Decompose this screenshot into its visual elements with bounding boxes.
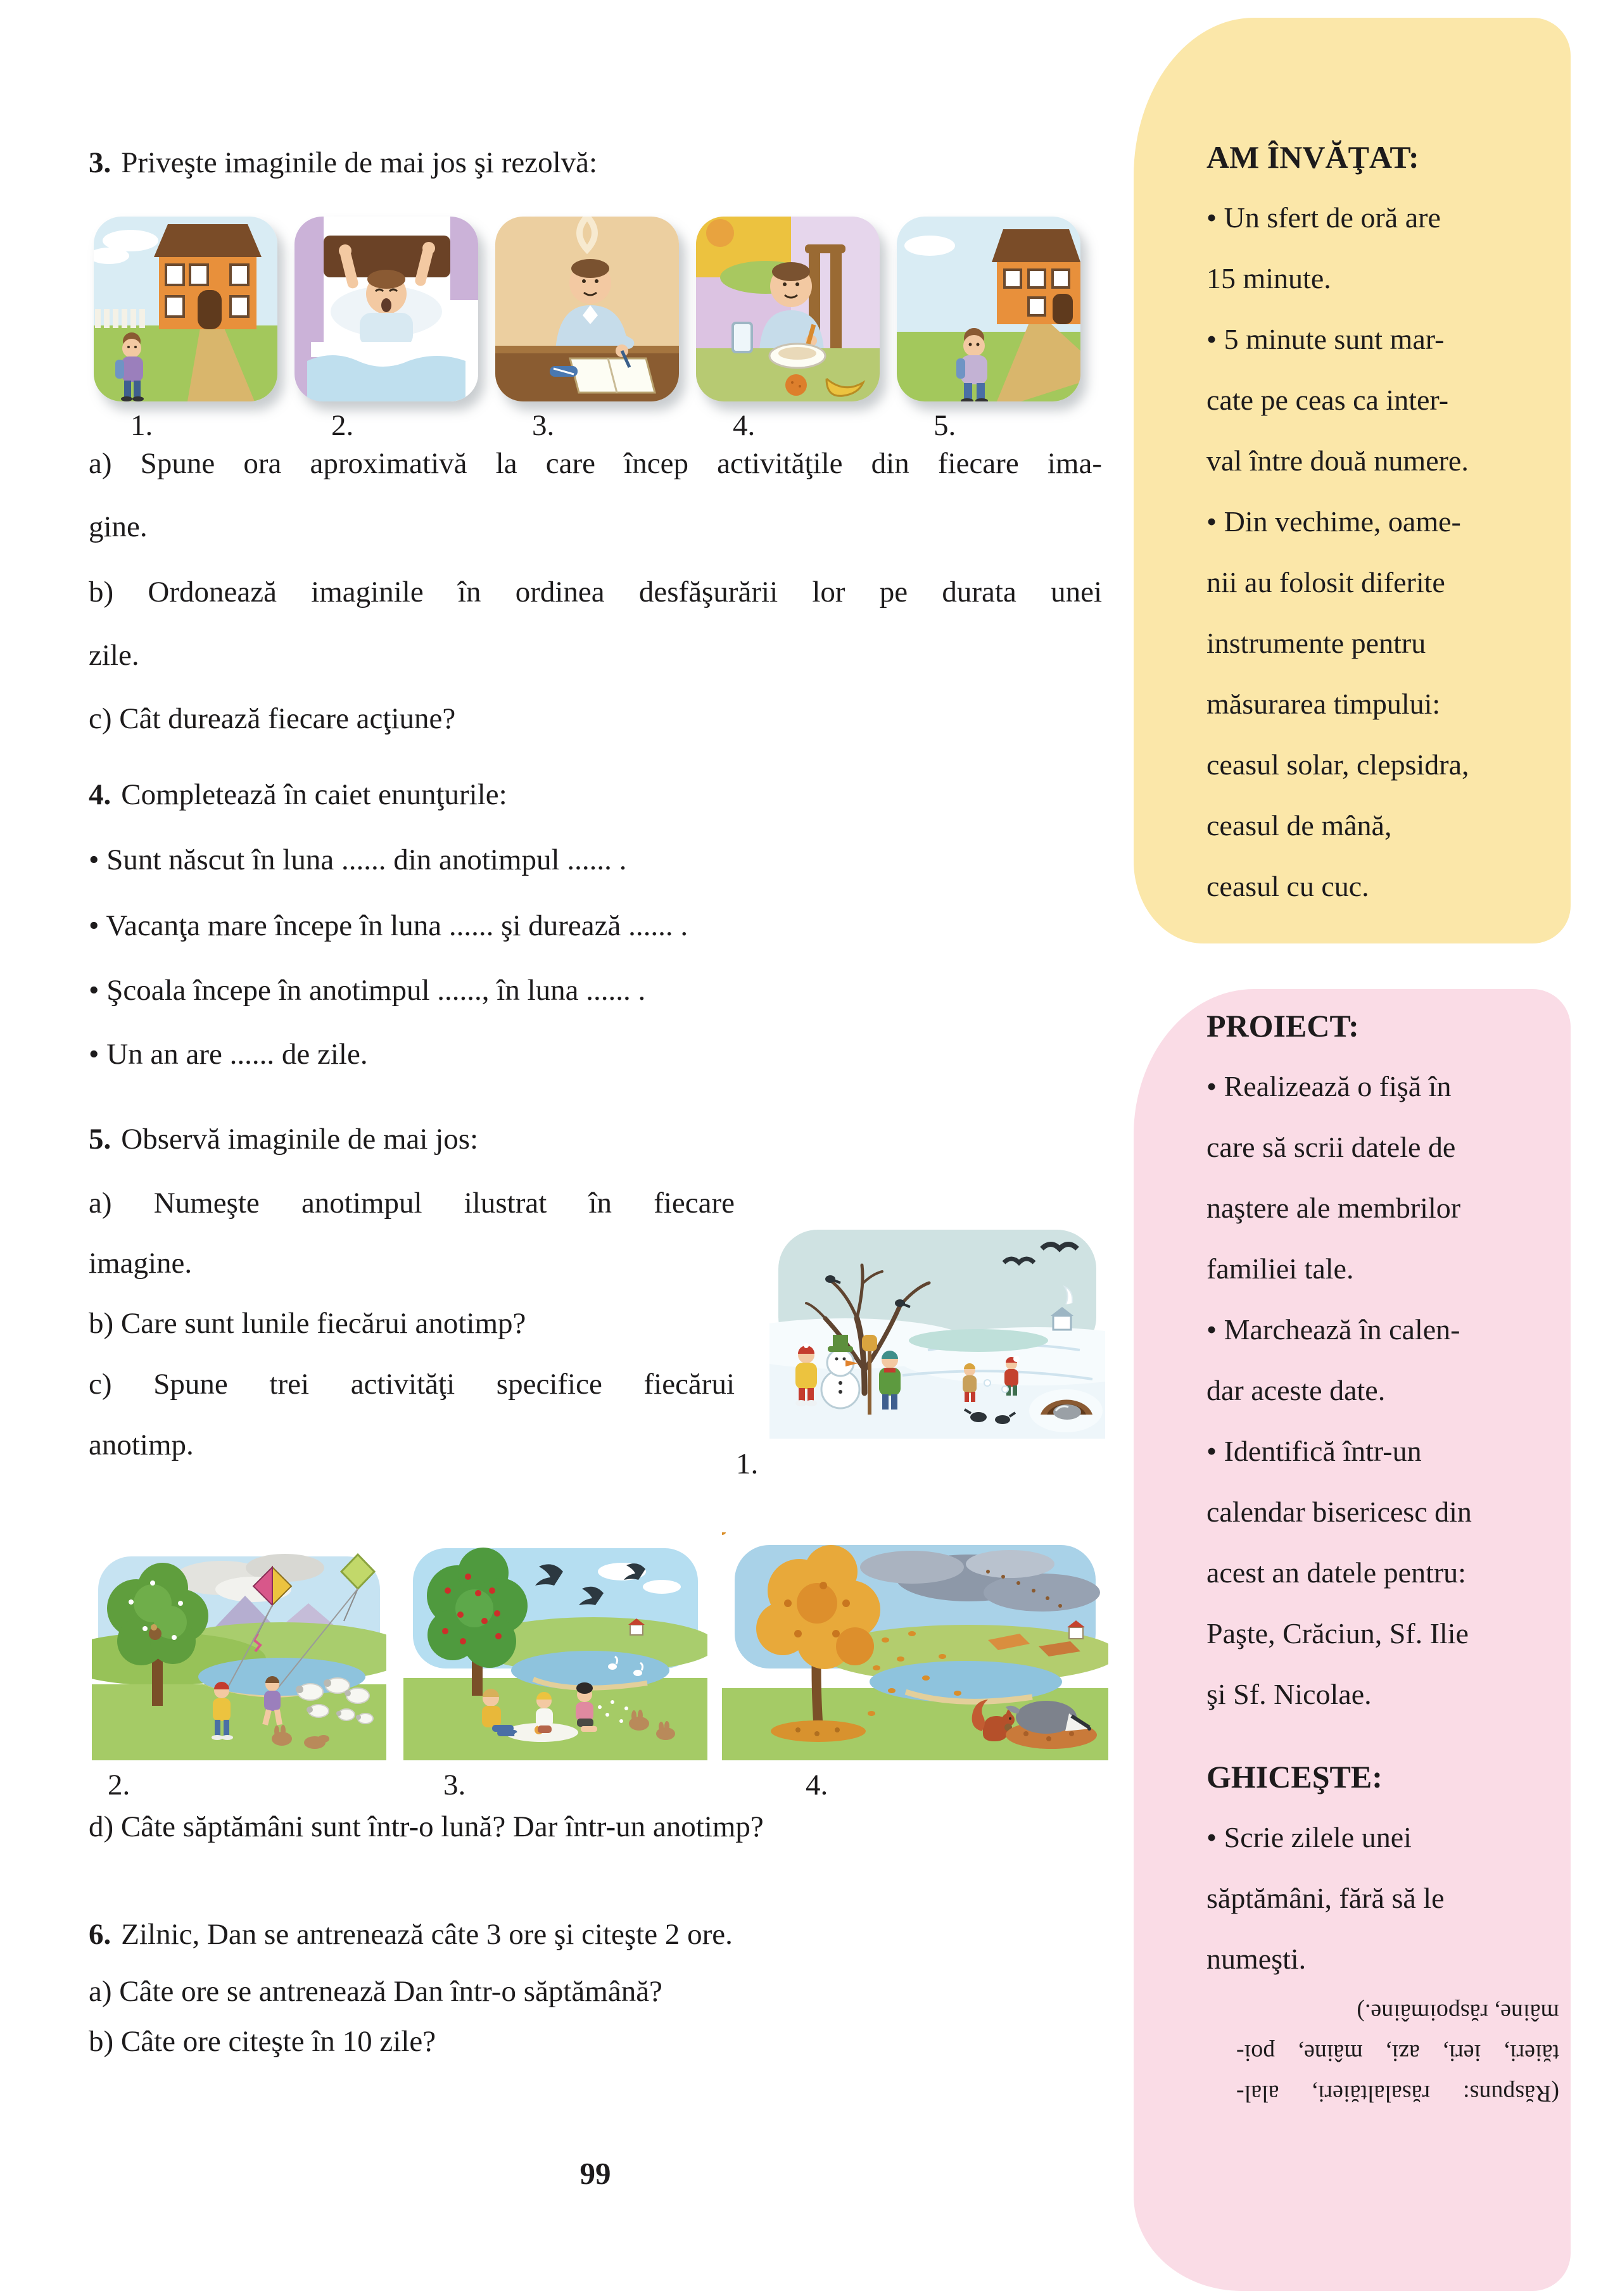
guess-line-2: săptămâni, fără să le — [1206, 1882, 1445, 1914]
season-label-summer: 3. — [443, 1769, 466, 1801]
exercise-4-title: 4. Completează în caiet enunţurile: — [89, 778, 507, 811]
guess-answer-upside-down — [1236, 1992, 1559, 2114]
exercise-3-title: 3. Priveşte imaginile de mai jos şi rezolvă: — [89, 146, 598, 179]
activity-label-1: 1. — [130, 409, 153, 442]
project-line-1: • Realizează o fişă în — [1206, 1070, 1452, 1102]
project-line-8: calendar bisericesc din — [1206, 1496, 1472, 1528]
project-line-5: • Marchează în calen- — [1206, 1313, 1460, 1346]
learned-line-5: val între două numere. — [1206, 445, 1469, 477]
project-line-3: naştere ale membrilor — [1206, 1192, 1461, 1224]
exercise-5-number: 5. — [89, 1123, 111, 1156]
learned-line-12: ceasul cu cuc. — [1206, 870, 1369, 902]
daily-activities-labels — [94, 408, 1080, 443]
exercise-6-title: 6. Zilnic, Dan se antrenează câte 3 ore şi citeşte 2 ore. — [89, 1918, 733, 1951]
exercise-6-number: 6. — [89, 1918, 111, 1951]
project-line-4: familiei tale. — [1206, 1252, 1354, 1285]
page-number: 99 — [579, 2156, 611, 2191]
spring-illustration — [92, 1532, 386, 1760]
project-line-2: care să scrii datele de — [1206, 1131, 1456, 1163]
learned-line-1: • Un sfert de oră are — [1206, 201, 1441, 234]
project-line-7: • Identifică într-un — [1206, 1435, 1422, 1467]
exercise-5-line-c1: c) Spune trei activităţi specifice fiecărui — [89, 1368, 735, 1401]
exercise-3-line-b1: b) Ordonează imaginile în ordinea desfăşurării lor pe durata unei — [89, 576, 1102, 609]
season-label-autumn: 4. — [806, 1769, 828, 1801]
project-line-9: acest an datele pentru: — [1206, 1556, 1466, 1589]
spring-art — [92, 1532, 386, 1760]
exercise-3-line-a2: gine. — [89, 510, 148, 543]
guess-line-1: • Scrie zilele unei — [1206, 1821, 1412, 1853]
summer-illustration — [403, 1532, 707, 1760]
project-line-11: şi Sf. Nicolae. — [1206, 1678, 1372, 1710]
project-heading: PROIECT: — [1206, 1008, 1359, 1044]
winter-art — [769, 1223, 1105, 1439]
exercise-3-line-a1: a) Spune ora aproximativă la care încep activităţile din fiecare ima- — [89, 447, 1102, 480]
winter-illustration — [769, 1223, 1105, 1439]
learned-line-9: măsurarea timpului: — [1206, 688, 1441, 720]
exercise-5-line-b: b) Care sunt lunile fiecărui anotimp? — [89, 1307, 526, 1340]
exercise-3-line-c: c) Cât durează fiecare acţiune? — [89, 702, 456, 735]
exercise-4-bullet-2: • Vacanţa mare începe în luna ...... şi durează ...... . — [89, 909, 688, 942]
learned-line-2: 15 minute. — [1206, 262, 1331, 294]
guess-answer-line-1: (Răspuns: răsalaltăieri, alal- — [1236, 2080, 1559, 2107]
doing-homework-art — [495, 217, 679, 401]
returning-home-art — [897, 217, 1080, 401]
exercise-3-number: 3. — [89, 146, 111, 179]
exercise-5-title: 5. Observă imaginile de mai jos: — [89, 1123, 479, 1156]
season-label-spring: 2. — [108, 1769, 130, 1801]
learned-line-10: ceasul solar, clepsidra, — [1206, 748, 1469, 781]
guess-heading: GHICEŞTE: — [1206, 1759, 1383, 1795]
leaving-for-school-art — [94, 217, 277, 401]
activity-label-5: 5. — [934, 409, 956, 442]
activity-label-2: 2. — [331, 409, 354, 442]
waking-up-illustration — [294, 217, 478, 401]
project-line-6: dar aceste date. — [1206, 1374, 1386, 1406]
project-content — [1206, 995, 1552, 1990]
guess-answer-line-2: tăieri, ieri, azi, mâine, poi- — [1236, 2040, 1559, 2066]
returning-home-illustration — [897, 217, 1080, 401]
learned-content — [1206, 127, 1552, 917]
learned-line-6: • Din vechime, oame- — [1206, 505, 1461, 538]
activity-label-4: 4. — [733, 409, 756, 442]
autumn-illustration — [722, 1532, 1108, 1760]
exercise-4-bullet-3: • Şcoala începe în anotimpul ......, în luna ...... . — [89, 974, 646, 1007]
exercise-5-line-a2: imagine. — [89, 1247, 193, 1280]
season-label-winter: 1. — [736, 1448, 759, 1480]
doing-homework-illustration — [495, 217, 679, 401]
summer-art — [403, 1532, 707, 1760]
activity-label-3: 3. — [532, 409, 555, 442]
daily-activities-row — [94, 217, 1080, 401]
guess-answer-line-3: mâine, răspoimâine.) — [1357, 1999, 1559, 2026]
learned-heading: AM ÎNVĂŢAT: — [1206, 139, 1419, 175]
exercise-5-line-d: d) Câte săptămâni sunt într-o lună? Dar într-un anotimp? — [89, 1810, 764, 1843]
learned-line-4: cate pe ceas ca inter- — [1206, 384, 1449, 416]
learned-line-8: instrumente pentru — [1206, 627, 1426, 659]
exercise-5-line-c2: anotimp. — [89, 1429, 194, 1461]
learned-line-3: • 5 minute sunt mar- — [1206, 323, 1445, 355]
guess-line-3: numeşti. — [1206, 1943, 1307, 1975]
exercise-6-line-b: b) Câte ore citeşte în 10 zile? — [89, 2025, 436, 2058]
exercise-4-bullet-4: • Un an are ...... de zile. — [89, 1038, 368, 1071]
exercise-3-line-b2: zile. — [89, 639, 139, 672]
learned-line-7: nii au folosit diferite — [1206, 566, 1445, 598]
project-line-10: Paşte, Crăciun, Sf. Ilie — [1206, 1617, 1469, 1649]
exercise-5-line-a1: a) Numeşte anotimpul ilustrat în fiecare — [89, 1187, 735, 1220]
leaving-for-school-illustration — [94, 217, 277, 401]
exercise-4-bullet-1: • Sunt născut în luna ...... din anotimpul ...... . — [89, 843, 627, 876]
eating-breakfast-art — [696, 217, 880, 401]
autumn-art — [722, 1532, 1108, 1760]
exercise-4-number: 4. — [89, 778, 111, 811]
learned-line-11: ceasul de mână, — [1206, 809, 1392, 842]
exercise-6-line-a: a) Câte ore se antrenează Dan într-o săptămână? — [89, 1975, 662, 2008]
eating-breakfast-illustration — [696, 217, 880, 401]
waking-up-art — [294, 217, 478, 401]
